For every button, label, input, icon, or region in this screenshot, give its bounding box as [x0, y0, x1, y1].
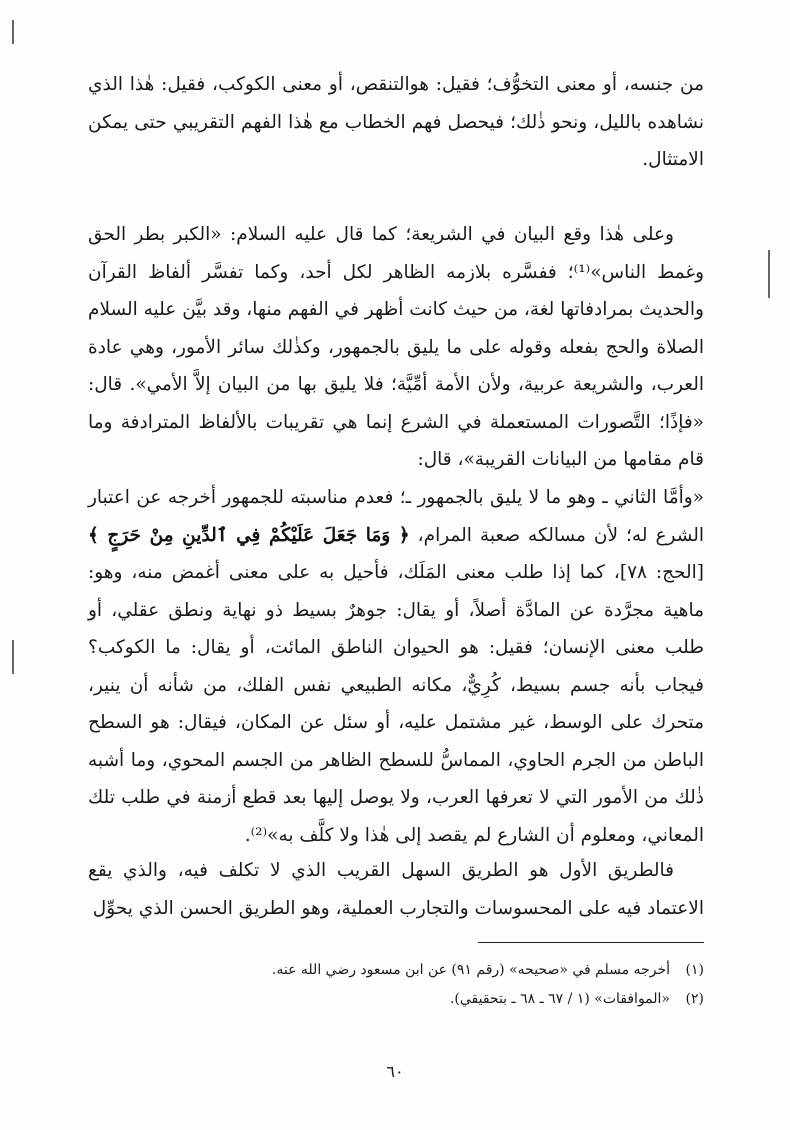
- footnote-number: (٢): [685, 991, 704, 1007]
- paragraph-3-quote: [88, 479, 704, 854]
- footnote-2: [88, 986, 704, 1012]
- quote-text-before: «وأمَّا الثاني ـ وهو ما لا يليق بالجمهور ـ؛ فعدم مناسبته للجمهور أخرجه عن اعتبار الشرع له؛ لأن مسالكه صعبة المرام،: [88, 487, 705, 546]
- paragraph-2: وعلى هٰذا وقع البيان في الشريعة؛ كما قال عليه السلام: «الكبر بطر الحق وغمط الناس»⁽¹⁾؛ ففسَّره بلازمه الظاهر لكل أحد، وكما تفسَّر ألفاظ القرآن والحديث بمرادفاتها لغة، من حيث كانت أظهر في الفهم منها، وقد بيَّن عليه السلام الصلاة والحج بفعله وقوله على ما يليق بالجمهور، وكذٰلك سائر الأمور، وهي عادة العرب، والشريعة عربية، ولأن الأمة أمِّيَّة؛ فلا يليق بها من البيان إلاَّ الأمي». قال: «فإذًا؛ التَّصورات المستعملة في الشرع إنما هي تقريبات بالألفاظ المترادفة وما قام مقامها من البيانات القريبة»، قال:: [88, 224, 704, 470]
- footnote-separator: [478, 942, 704, 943]
- scan-margin-mark: [12, 640, 14, 674]
- quote-text-after: [الحج: ٧٨]، كما إذا طلب معنى المَلَك، فأحيل به على معنى أغمض منه، وهو: ماهية مجرَّدة عن المادَّة أصلاً، أو يقال: جوهرٌ بسيط ذو نهاية ونطق عقلي، أو طلب معنى الإنسان؛ فقيل: هو الحيوان الناطق المائت، أو يقال: ما الكوكب؟ فيجاب بأنه جسم بسيط، كُرِيٌّ، مكانه الطبيعي نفس الفلك، من شأنه أن ينير، متحرك على الوسط، غير مشتمل عليه، أو سئل عن المكان، فيقال: هو السطح الباطن من الجرم الحاوي، المماسُّ للسطح الظاهر من الجسم المحوي، وما أشبه ذٰلك من الأمور التي لا تعرفها العرب، ولا يوصل إليها بعد قطع أزمنة في طلب تلك المعاني، ومعلوم أن الشارع لم يقصد إلى هٰذا ولا كلَّف به»⁽²⁾.: [88, 562, 704, 846]
- footnote-number: (١): [685, 962, 704, 978]
- quran-verse: ﴿ وَمَا جَعَلَ عَلَيْكُمْ فِي ٱلدِّينِ مِنْ حَرَجٍ ﴾: [88, 524, 410, 546]
- footnote-1: [88, 957, 704, 983]
- paragraph-1: من جنسه، أو معنى التخوُّف؛ فقيل: هوالتنقص، أو معنى الكوكب، فقيل: هٰذا الذي نشاهده بالليل، ونحو ذٰلك؛ فيحصل فهم الخطاب مع هٰذا الفهم التقريبي حتى يمكن الامتثال.: [88, 74, 704, 170]
- scan-margin-mark: [768, 250, 770, 298]
- scan-margin-mark: [12, 20, 14, 44]
- footnote-text: «الموافقات» (١ / ٦٧ ـ ٦٨ ـ بتحقيقي).: [449, 991, 670, 1007]
- footnote-text: أخرجه مسلم في «صحيحه» (رقم ٩١) عن ابن مسعود رضي الله عنه.: [271, 962, 670, 978]
- paragraph-4: فالطريق الأول هو الطريق السهل القريب الذي لا تكلف فيه، والذي يقع الاعتماد فيه على المحسوسات والتجارب العملية، وهو الطريق الحسن الذي يحوِّل: [88, 860, 704, 919]
- page-number: ٦٠: [386, 1062, 404, 1081]
